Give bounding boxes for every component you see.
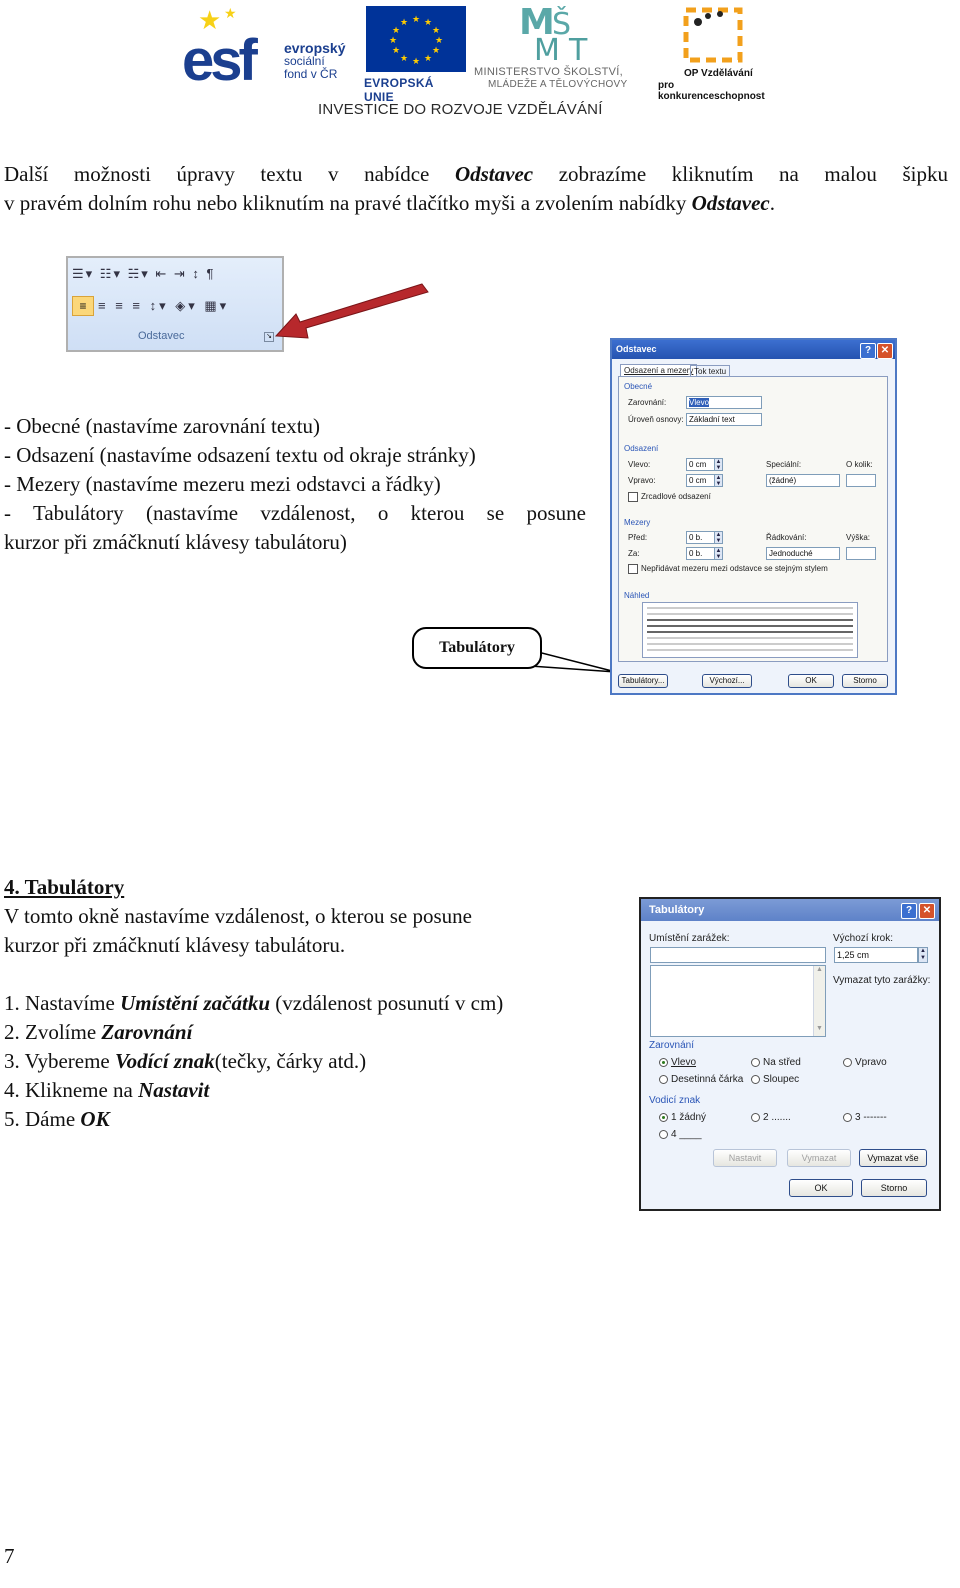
svg-text:★: ★ xyxy=(399,54,409,64)
svg-text:★: ★ xyxy=(391,26,401,36)
vlevo-label: Vlevo: xyxy=(628,460,651,469)
nastavit-button[interactable]: Nastavit xyxy=(713,1149,777,1167)
eu-caption: EVROPSKÁ UNIE xyxy=(364,76,434,104)
zarovnani-label: Zarovnání: xyxy=(628,398,667,407)
msmt-emblem-icon xyxy=(514,4,604,62)
radio-vodici-3[interactable]: 3 ------- xyxy=(843,1112,887,1123)
op-caption-2: pro konkurenceschopnost xyxy=(658,80,765,102)
vlevo-input[interactable]: 0 cm xyxy=(686,458,720,471)
group-obecne: Obecné xyxy=(624,382,653,391)
svg-text:★: ★ xyxy=(431,46,441,56)
vlevo-stepper[interactable]: ▲ ▼ xyxy=(715,459,722,471)
list-item: - Tabulátory (nastavíme vzdálenost, o kterou se posune xyxy=(4,501,586,525)
specialni-select[interactable]: (žádné) xyxy=(766,474,840,487)
eu-flag-icon xyxy=(366,6,466,72)
esf-logo: esf ★ ★ evropský sociální fond v ČR xyxy=(182,6,346,93)
svg-text:Š: Š xyxy=(552,7,572,42)
vymazat-button[interactable]: Vymazat xyxy=(787,1149,851,1167)
vymazat-vse-button[interactable]: Vymazat vše xyxy=(859,1149,927,1167)
svg-text:★: ★ xyxy=(434,36,444,46)
specialni-label: Speciální: xyxy=(766,460,802,469)
radio-vlevo[interactable]: Vlevo xyxy=(659,1057,696,1068)
tab-odsazeni[interactable]: Odsazení a mezery xyxy=(620,364,697,376)
uroven-select[interactable]: Základní text xyxy=(686,413,762,426)
esf-text-2: sociální xyxy=(284,54,325,68)
group-zarovnani: Zarovnání xyxy=(649,1040,695,1051)
vychozi-input[interactable]: 1,25 cm xyxy=(834,947,918,963)
radio-vodici-1[interactable]: 1 žádný xyxy=(659,1112,706,1123)
intro-text-1c: zobrazíme kliknutím na malou šipku xyxy=(533,162,948,186)
vyska-input[interactable] xyxy=(846,547,876,560)
vychozi-label: Výchozí krok: xyxy=(833,933,894,944)
svg-text:★: ★ xyxy=(411,15,421,25)
step-item: 2. Zvolíme Zarovnání xyxy=(4,1020,193,1044)
group-vodici: Vodicí znak xyxy=(649,1095,701,1106)
o-kolik-input[interactable] xyxy=(846,474,876,487)
list-item: - Obecné (nastavíme zarovnání textu) xyxy=(4,414,321,438)
svg-text:★: ★ xyxy=(399,18,409,28)
uroven-label: Úroveň osnovy: xyxy=(628,415,684,424)
radio-vpravo[interactable]: Vpravo xyxy=(843,1057,887,1068)
o-kolik-label: O kolik: xyxy=(846,460,873,469)
group-mezery: Mezery xyxy=(624,518,651,527)
section-text-2: kurzor při zmáčknutí klávesy tabulátoru. xyxy=(4,933,346,957)
svg-text:T: T xyxy=(569,33,588,62)
list-item: - Odsazení (nastavíme odsazení textu od okraje stránky) xyxy=(4,443,476,467)
vychozi-button[interactable]: Výchozí... xyxy=(702,674,752,688)
svg-text:★: ★ xyxy=(388,36,398,46)
za-input[interactable]: 0 b. xyxy=(686,547,720,560)
align-left-icon[interactable]: ≡ xyxy=(72,296,94,316)
step-item: 4. Klikneme na Nastavit xyxy=(4,1078,210,1102)
ribbon-paragraph-group xyxy=(66,256,284,352)
umisteni-list[interactable] xyxy=(650,965,826,1037)
section-list xyxy=(4,412,586,557)
radio-na-stred[interactable]: Na střed xyxy=(751,1057,801,1068)
dialog-title-bar xyxy=(612,340,895,359)
page-number: 7 xyxy=(4,1544,15,1568)
radkovani-label: Řádkování: xyxy=(766,533,807,542)
step-item: 3. Vybereme Vodící znak(tečky, čárky atd.) xyxy=(4,1049,367,1073)
ribbon-row-2: ≡ ≡ ≡ ↕▾ ◈▾ ▦▾ xyxy=(98,298,230,313)
close-icon[interactable]: ✕ xyxy=(919,903,935,919)
op-caption-1: OP Vzdělávání xyxy=(684,68,753,79)
callout-box xyxy=(412,627,542,669)
odstavec-dialog xyxy=(610,338,897,695)
radio-vodici-4[interactable]: 4 ____ xyxy=(659,1129,702,1140)
ok-button[interactable]: OK xyxy=(788,674,834,688)
callout-pointer xyxy=(530,640,620,680)
umisteni-label: Umístění zarážek: xyxy=(649,933,730,944)
dialog-title: Tabulátory xyxy=(649,904,705,916)
storno-button[interactable]: Storno xyxy=(861,1179,927,1197)
section-heading: 4. Tabulátory xyxy=(4,875,125,899)
ribbon-row-1: ☰▾ ☷▾ ☵▾ ⇤ ⇥ ↕ ¶ xyxy=(72,266,216,281)
banner-text: INVESTICE DO ROZVOJE VZDĚLÁVÁNÍ xyxy=(318,101,603,118)
umisteni-input[interactable] xyxy=(650,947,826,963)
callout-label: Tabulátory xyxy=(439,639,515,656)
svg-text:M: M xyxy=(519,4,555,43)
zrcadlove-checkbox[interactable]: Zrcadlové odsazení xyxy=(628,492,711,502)
nepridavat-checkbox[interactable]: Nepřidávat mezeru mezi odstavce se stejným stylem xyxy=(628,564,828,574)
msmt-logo xyxy=(474,4,654,94)
intro-text-2a: v pravém dolním rohu nebo kliknutím na pravé tlačítko myši a zvolením nabídky xyxy=(4,191,692,215)
zarovnani-select[interactable]: Vlevo xyxy=(686,396,762,409)
dialog-title: Odstavec xyxy=(616,344,657,354)
msmt-caption-2: MLÁDEŽE A TĚLOVÝCHOVY xyxy=(488,79,628,90)
radio-desetinna[interactable]: Desetinná čárka xyxy=(659,1074,743,1085)
intro-text-2c: . xyxy=(769,191,775,215)
help-icon[interactable]: ? xyxy=(901,903,917,919)
za-label: Za: xyxy=(628,549,640,558)
svg-text:★: ★ xyxy=(391,46,401,56)
svg-text:★: ★ xyxy=(423,54,433,64)
esf-text-1: evropský xyxy=(284,40,346,56)
vpravo-label: Vpravo: xyxy=(628,476,656,485)
radio-sloupec[interactable]: Sloupec xyxy=(751,1074,799,1085)
intro-text-1a: Další možnosti úpravy textu v nabídce xyxy=(4,162,455,186)
preview-box xyxy=(642,602,858,658)
star-icon: ★ xyxy=(198,6,222,35)
ribbon-label: Odstavec xyxy=(138,330,185,342)
esf-text-3: fond v ČR xyxy=(284,67,338,81)
svg-text:M: M xyxy=(534,33,560,62)
eu-logo xyxy=(364,6,466,104)
vpravo-stepper[interactable]: ▲ ▼ xyxy=(715,475,722,487)
op-emblem-icon xyxy=(678,4,748,64)
pred-input[interactable]: 0 b. xyxy=(686,531,720,544)
section-text-1: V tomto okně nastavíme vzdálenost, o kterou se posune xyxy=(4,904,472,928)
svg-text:★: ★ xyxy=(411,57,421,67)
vpravo-input[interactable]: 0 cm xyxy=(686,474,720,487)
msmt-caption-1: MINISTERSTVO ŠKOLSTVÍ, xyxy=(474,66,624,78)
tabulatory-button[interactable]: Tabulátory... xyxy=(618,674,668,688)
tab-tok-textu[interactable]: Tok textu xyxy=(690,365,730,377)
dialog-launcher-icon[interactable]: ↘ xyxy=(264,332,274,342)
storno-button[interactable]: Storno xyxy=(842,674,888,688)
pred-label: Před: xyxy=(628,533,648,542)
tabulatory-dialog xyxy=(639,897,941,1211)
list-item: kurzor při zmáčknutí klávesy tabulátoru) xyxy=(4,530,347,554)
ok-button[interactable]: OK xyxy=(789,1179,853,1197)
step-item: 1. Nastavíme Umístění začátku (vzdálenost posunutí v cm) xyxy=(4,991,504,1015)
scrollbar[interactable]: ▲ ▼ xyxy=(813,966,825,1036)
intro-text-1b: Odstavec xyxy=(454,162,534,186)
step-item: 5. Dáme OK xyxy=(4,1107,110,1131)
vymazat-label: Vymazat tyto zarážky: xyxy=(833,975,931,986)
close-icon[interactable]: ✕ xyxy=(877,343,893,359)
pred-stepper[interactable]: ▲ ▼ xyxy=(715,532,722,544)
intro-paragraph xyxy=(4,160,948,218)
help-icon[interactable]: ? xyxy=(860,343,876,359)
svg-text:★: ★ xyxy=(431,26,441,36)
intro-text-2b: Odstavec xyxy=(691,191,770,215)
op-logo xyxy=(658,4,773,102)
red-arrow-icon xyxy=(262,280,432,346)
list-item: - Mezery (nastavíme mezeru mezi odstavci a řádky) xyxy=(4,472,441,496)
section-4 xyxy=(4,873,624,1134)
group-odsazeni: Odsazení xyxy=(624,444,659,453)
dialog-title-bar xyxy=(641,899,939,921)
radkovani-select[interactable]: Jednoduché xyxy=(766,547,840,560)
vyska-label: Výška: xyxy=(846,533,871,542)
vychozi-stepper[interactable]: ▲ ▼ xyxy=(918,947,928,963)
svg-text:★: ★ xyxy=(423,18,433,28)
radio-vodici-2[interactable]: 2 ....... xyxy=(751,1112,791,1123)
group-nahled: Náhled xyxy=(624,591,650,600)
za-stepper[interactable]: ▲ ▼ xyxy=(715,548,722,560)
